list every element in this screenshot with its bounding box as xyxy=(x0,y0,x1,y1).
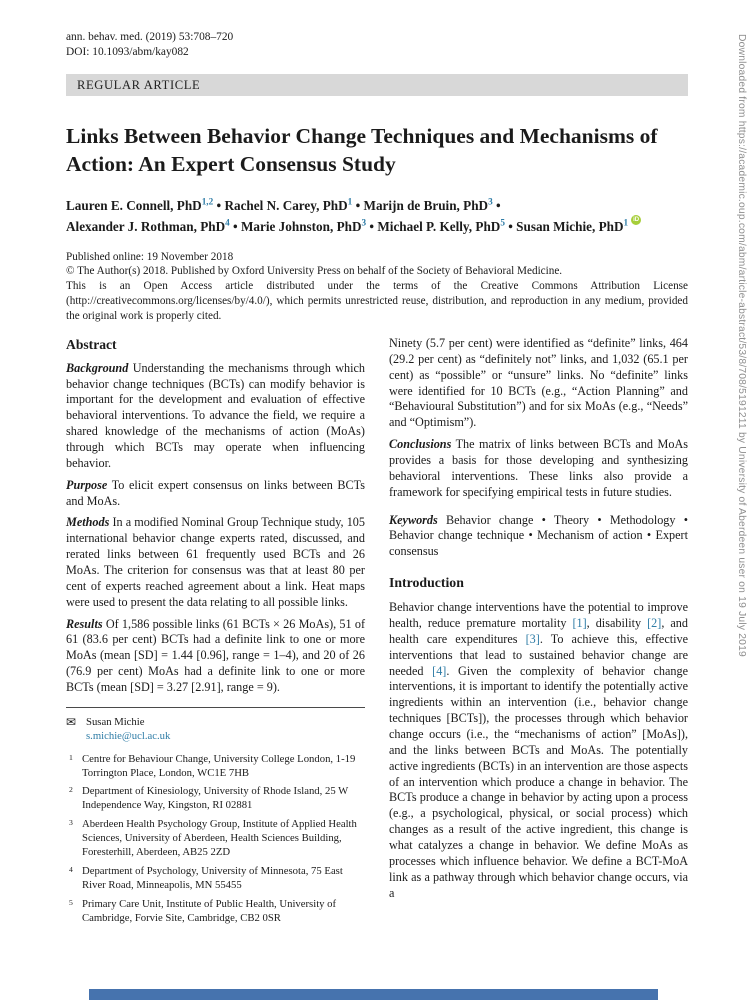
citation-link[interactable]: [1] xyxy=(572,615,587,630)
affiliation-number: 5 xyxy=(69,897,73,907)
next-page-figure-edge xyxy=(89,989,658,1000)
affiliation xyxy=(66,865,365,893)
author-separator: • xyxy=(504,218,517,234)
author-affiliation-ref: 1,2 xyxy=(201,196,214,207)
copyright-line: © The Author(s) 2018. Published by Oxford University Press on behalf of the Society of Behavioral Medicine. xyxy=(66,265,563,278)
article-type-banner: REGULAR ARTICLE xyxy=(66,74,688,96)
affiliation-number: 2 xyxy=(69,785,73,795)
abstract-methods xyxy=(66,515,365,610)
corresponding-email[interactable]: s.michie@ucl.ac.uk xyxy=(86,729,171,742)
author-line-1 xyxy=(66,196,688,216)
affiliation-text: Department of Kinesiology, University of Rhode Island, 25 W Independence Way, Kingston, RI 02881 xyxy=(82,785,349,812)
affiliation-text: Primary Care Unit, Institute of Public Health, University of Cambridge, Forvie Site, Cambridge, CB2 0SR xyxy=(82,897,337,924)
author-block xyxy=(66,196,688,237)
author-name: Michael P. Kelly, PhD xyxy=(377,218,501,234)
affiliation xyxy=(66,785,365,813)
author-names xyxy=(66,219,628,234)
corresponding-author: Susan Michie xyxy=(86,715,145,728)
orcid-icon[interactable] xyxy=(631,215,641,225)
abstract-results xyxy=(66,617,365,696)
affiliation xyxy=(66,818,365,860)
section-text: The matrix of links between BCTs and MoAs provides a basis for those developing and synthesizing behavioral interventions. These links also provide a framework for specifying empirical tests in future studies. xyxy=(389,437,688,499)
section-label: Methods xyxy=(66,515,110,530)
affiliation-number: 4 xyxy=(69,864,73,874)
section-text: To elicit expert consensus on links between BCTs and MoAs. xyxy=(66,477,366,508)
author-name: Lauren E. Connell, PhD xyxy=(66,197,202,213)
abstract-purpose xyxy=(66,478,365,510)
journal-header xyxy=(66,30,688,61)
article-title: Links Between Behavior Change Techniques and Mechanisms of Action: An Expert Consensus Study xyxy=(66,123,658,177)
section-text: In a modified Nominal Group Technique study, 105 international behavior change experts rated, discussed, and rerated links between 61 frequently used BCTs and 26 MoAs. The criterion for consensus was that at least 80 per cent of experts reached agreement about a link. Heat maps were used to present the data relating to all possible links. xyxy=(66,515,365,609)
text-segment: , disability xyxy=(586,615,648,630)
section-label: Keywords xyxy=(389,512,438,527)
citation-link[interactable]: [2] xyxy=(647,615,662,630)
doi: DOI: 10.1093/abm/kay082 xyxy=(66,46,189,59)
author-name: Marijn de Bruin, PhD xyxy=(363,197,489,213)
affiliation-number: 1 xyxy=(69,752,73,762)
author-name: Marie Johnston, PhD xyxy=(240,218,362,234)
right-column xyxy=(389,336,688,931)
section-label: Conclusions xyxy=(389,437,452,452)
results-continuation: Ninety (5.7 per cent) were identified as “definite” links, 464 (29.2 per cent) as “definitely not” links, and 1,032 (65.1 per cent) as “possible” or “unsure” links. No “definite” links were identified for 10 BCTs (e.g., “Action Planning” and “Behavioural Substitution”) and for six MoAs (e.g., “Needs” and “Optimism”). xyxy=(389,335,688,430)
author-separator: • xyxy=(229,218,241,234)
citation-link[interactable]: [4] xyxy=(432,663,447,678)
author-affiliation-ref: 5 xyxy=(500,217,505,228)
text-segment: . Given the complexity of behavior change interventions, it is important to identify the potentially active ingredients within an intervention (i.e., behavior change techniques [BCTs]), the processes through which behavior change occurs (i.e., the “mechanisms of action” [MoAs]), and the links between BCTs and MoAs. The potentially active ingredients (BCTs) in an intervention are those aspects of an intervention which produce a change in behavior. The BCTs produce a change in behavior by acting upon a process (e.g., a psychological, physical, or social process) which changes as a result of the active ingredient, this change is what catalyzes a change in behavior. We define MoAs as processes which influence behavior. We define a BCT-MoA link as a pathway through which behavior change occurs, via a xyxy=(389,663,689,900)
citation-link[interactable]: [3] xyxy=(525,631,540,646)
affiliation-number: 3 xyxy=(69,818,73,828)
author-name: Rachel N. Carey, PhD xyxy=(224,197,348,213)
abstract-heading: Abstract xyxy=(66,336,117,352)
author-affiliation-ref: 3 xyxy=(488,196,493,207)
introduction-paragraph xyxy=(389,600,688,901)
correspondence xyxy=(66,716,365,744)
section-label: Results xyxy=(66,616,103,631)
envelope-icon: ✉ xyxy=(66,714,77,729)
footnote-divider xyxy=(66,707,365,708)
author-affiliation-ref: 1 xyxy=(623,217,629,228)
keywords-text: Behavior change • Theory • Methodology • Behavior change technique • Mechanism of action • Expert consensus xyxy=(389,512,688,559)
affiliation xyxy=(66,898,365,926)
author-separator: • xyxy=(492,197,501,213)
keywords xyxy=(389,513,688,561)
author-affiliation-ref: 1 xyxy=(347,196,353,207)
abstract-conclusions xyxy=(389,437,688,500)
publication-block xyxy=(66,250,688,324)
two-column-body xyxy=(66,336,688,931)
author-affiliation-ref: 3 xyxy=(361,217,367,228)
author-separator: • xyxy=(213,197,225,213)
author-name: Susan Michie, PhD xyxy=(516,218,624,234)
affiliation-text: Centre for Behaviour Change, University College London, 1-19 Torrington Place, London, WC1E 7HB xyxy=(82,752,356,779)
author-separator: • xyxy=(366,218,378,234)
affiliation-text: Aberdeen Health Psychology Group, Institute of Applied Health Sciences, University of Aberdeen, Health Sciences Building, Foresterhill, Aberdeen, AB25 2ZD xyxy=(82,818,357,859)
author-separator: • xyxy=(352,197,364,213)
author-line-2 xyxy=(66,215,688,236)
download-watermark: Downloaded from https://academic.oup.com/abm/article-abstract/53/8/708/5191211 by University of Aberdeen user on 19 July 2019 xyxy=(736,34,747,657)
abstract-background xyxy=(66,361,365,472)
page-content xyxy=(66,30,688,931)
affiliation xyxy=(66,753,365,781)
license-text: This is an Open Access article distributed under the terms of the Creative Commons Attribution License (http://creativecommons.org/licenses/by/4.0/), which permits unrestricted reuse, distribution, and reproduction in any medium, provided the original work is properly cited. xyxy=(66,280,688,323)
section-text: Of 1,586 possible links (61 BCTs × 26 MoAs), 51 of 61 (83.6 per cent) BCTs had a definite link to one or more MoAs (mean [SD] = 1.44 [0.96], range = 1–4), and 20 of 26 (76.9 per cent) MoAs had a definite link to one or more BCTs (mean [SD] = 3.27 [2.91], range = 9). xyxy=(66,616,365,694)
footnote-block xyxy=(66,707,365,926)
section-text: Understanding the mechanisms through which behavior change techniques (BCTs) can modify behavior is important for the development and evaluation of effective behavioral interventions. To advance the field, we require a shared knowledge of the mechanisms of action (MoAs) through which BCTs may operate when influencing behavior. xyxy=(66,360,365,470)
section-label: Purpose xyxy=(66,477,108,492)
section-label: Background xyxy=(66,360,129,375)
text-segment: , and health care expenditures xyxy=(389,615,688,646)
author-name: Alexander J. Rothman, PhD xyxy=(66,218,226,234)
text-segment: . To achieve this, effective interventions that lead to sustained behavior change are needed xyxy=(389,631,688,678)
left-column xyxy=(66,336,365,931)
published-online: Published online: 19 November 2018 xyxy=(66,250,234,263)
affiliation-text: Department of Psychology, University of Minnesota, 75 East River Road, Minneapolis, MN 55455 xyxy=(82,864,343,891)
text-segment: Behavior change interventions have the potential to improve health, reduce premature mortality xyxy=(389,600,688,630)
introduction-heading: Introduction xyxy=(389,575,464,591)
journal-citation: ann. behav. med. (2019) 53:708–720 xyxy=(66,31,234,43)
author-affiliation-ref: 4 xyxy=(225,217,230,228)
